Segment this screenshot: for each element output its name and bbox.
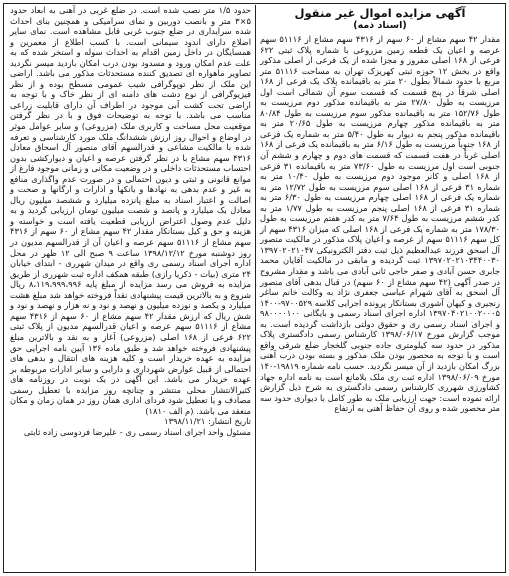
notice-heading bbox=[260, 6, 500, 32]
notice-columns bbox=[6, 5, 503, 571]
publish-date: تاریخ انتشار: ۱۳۹۸/۱۱/۲۱ bbox=[164, 416, 251, 427]
signature: مسئول واحد اجرای اسناد رسمی ری - علیرضا فردوسی زاده ثابتی bbox=[23, 426, 251, 437]
notice-title: آگهی مزایده اموال غیر منقول bbox=[294, 6, 466, 20]
left-column-body: حدود ۱/۵ متر نصب شده است. در ضلع غربی در آهنی به ابعاد حدود ۵×۳ متر و بانصب دوربین و نمای سرامیکی و همچنین بنای احداث شده سرایداری در ضلع جنوب غربی قابل مشاهده است. نمای سایر اضلاع دارای اندود سیمانی است. با کسب اطلاع از معمرین و همسایگان در داخل زمین اقدام به احداث سوله و استخر شده که به علت عدم امکان ورود و مسدود بودن درب امکان بازدید میسر نگردید تصاویر ماهواره ای تصدیق کننده مستحدثات مذکور می باشد. اراضی این ملک از نظر توپوگرافی شیب عمومی مسطح بوده و از نظر فیزیوگرافی از نوع دشت های دامنه ای از نظر خاک و با توجه به اراضی تحت کشت آبی موجود در اطراف آن دارای قابلیت زراعی مناسب می باشد. با توجه به توضیحات فوق و با در نظر گرفتن موقعیت محل مساحت و کاربری ملک (مزروعی) و سایر عوامل موثر در اوضاع و احوال روز ارزش ششدانگ ملک مورد کارشناسی و تعرفه شده با مالکیت مشاعی و قدرالسهم آقای منصور آل اسحاق معادل ۴۳۱۶ سهم مشاع با در نظر گرفتن عرصه و اعیان و دیوارکشی بدون احتساب مستحدثات داخلی و در وضعیت مکانی و زمانی موجود فارغ از موانع قانونی و ثبتی و دیون احتمالی و در صورت عدم واگذاری منافع به غیر و عدم بدهی به نهادها و بانکها و ادارات و ارگانها و صحت و اصالت و اعتبار اسناد به مبلغ پانزده میلیارد و ششصد میلیون ریال معادل یک میلیارد و پانصد و شصت میلیون تومان ارزیابی گردید و به دلیل عدم وصول اعتراض ارزیابی قطعیت یافته است و خواسته و هزینه و حق و کیل بستانکار مقدار ۴۲ سهم مشاع از ۶۰ سهم از ۴۳۱۶ سهم مشاع از ۵۱۱۱۶ سهم عرصه و اعیان آن از قدرالسهم مدیون در روز دوشنبه مورخ ۱۳۹۸/۱۲/۱۲ ساعت ۹ صبح الی ۱۲ ظهر در محل اداره اجرای اسناد رسمی ری واقع در میدان شهرری - ابتدای خیابان ۲۴ متری (بیات - ذکریا رازی) طبقه همکف اداره ثبت شهرری از طریق مزایده به فروش می رسد مزایده از مبلغ پایه ۸،۱۱۹،۹۹۹،۹۹۶ ریال شروع و به بالاترین قیمت پیشنهادی نقداً فروخته خواهد شد مبلغ هشت میلیارد و یکصد و نوزده میلیون و نهصد و نود و نه هزار و نهصد و نود و شش ریال که ارزش مقدار ۴۲ سهم مشاع از ۶۰ سهم از ۴۳۱۶ سهم مشاع از ۵۱۱۱۶ سهم عرصه و اعیان قدرالسهم مدیون از پلاک ثبتی ۶۲۲ فرعی از ۱۶۸ اصلی (مزروعی) آغاز و به نقد و بالاترین مبلغ پیشنهادی فروخته خواهد شد و طبق ماده ۱۳۶ آیین نامه اجرایی حق مزایده به عهده خریدار است و کلیه هزینه های انتقال و بدهی های احتمالی از قبیل عوارض شهرداری و دارایی و سایر ادارات مربوطه بر عهده خریدار می باشد. این آگهی در یک نوبت در روزنامه های کثیرالانتشار محلی منتشر و چنانچه روز مزایده با تعطیل رسمی مصادف و یا تعطیل شود فردای اداری همان روز در همان زمان و مکان منعقد می باشد. (م الف ۱۸۱۰) bbox=[10, 5, 252, 416]
left-column bbox=[7, 5, 255, 571]
notice-subtitle: (اسناد ذمه) bbox=[353, 20, 407, 31]
right-column-body: مقدار ۴۲ سهم مشاع از ۶۰ سهم از ۴۳۱۶ سهم مشاع از ۵۱۱۱۶ سهم عرصه و اعیان یک قطعه زمین مزروعی با شماره پلاک ثبتی ۶۲۲ فرعی از ۱۶۸ اصلی مفروز و مجزا شده از یک فرعی از اصلی مذکور واقع در بخش ۱۲ حوزه ثبتی کهریزک تهران به مساحت ۵۱۱۱۶ متر مربع با حدود شمالاً بطول ۲۰ متر به باقیمانده پلاک یک فرعی از ۱۶۸ اصلی شرقاً در پنج قسمت که قسمت سوم آن شمالی است اول مرزیست به طول ۲۷/۸۰ متر به باقیمانده مذکور دوم مرزیست به طول ۱۵۲/۷۶ متر به باقیمانده مذکور سوم مرزیست به طول ۸۰/۸۴ متر به باقیمانده مذکور چهارم مرزیست به طول ۲۰/۶۵ متر به باقیمانده مذکور پنجم به دیوار به طول ۵/۴۰ متر به شماره یک فرعی از ۱۶۸ جنوباً مرزیست به طول ۶/۱۶ متر به باقیمانده یک فرعی از ۱۶۸ اصلی غرباً در هفت قسمت که قسمت های دوم و چهارم و ششم آن جنوبی است اول مرزیست به طول ۷۳/۶۰ متر به باقیمانده ۳۱ فرعی از ۱۶۸ اصلی و کانر موجود دوم مرزیست به طول ۱۰/۴۰ متر به شماره ۳۱ فرعی از ۱۶۸ اصلی سوم مرزیست به طول ۱۲/۷۲ متر به شماره یک فرعی از ۱۶۸ اصلی چهارم مرزیست به طول ۶/۳۰ متر به شماره ۳۱ فرعی از ۱۶۸ اصلی پنجم مرزیست به طول ۱/۷۷ متر به کدر ششم مرزیست به طول ۷/۶۴ متر به کدر هفتم مرزیست به طول ۱۷۸/۳۰ متر به شماره یک فرعی از ۱۶۸ اصلی که میزان ۴۳۱۶ سهم از کل سهم ۵۱۱۱۶ سهم از عرصه و اعیان پلاک مذکور در مالکیت منصور آل اسحق فرزند عبدالعظیم ذیل ثبت دفتر الکترونیکی ۱۳۹۷۰۲۰۲۱۰۴۷ ۱۳۹۷۰۲۰۲۱۰۳۴۴۰۰۳۰ ثبت گردیده و مابقی در مالکیت آقایان محمد جابری حسن آبادی و صفر حاجی ثانی آبادی می باشد و مقدار مشروح در صدر آگهی (۴۲ سهم مشاع از ۶۰ سهم) در قبال بدهی آقای منصور آل اسحق به آقای شهرام عباسی جعفری نژاد به وکالت خانم ساغر زنجیری و کیهان آشوری بستانکار پرونده اجرایی کلاسه ۹۷۰۰۵۲۹-۱۴۰۰ ۱۳۹۷۰۴۰۲۱۰۰۲۰۰۰۵ اداره اجرای اسناد رسمی و بایگانی ۹۸۰۰۰۰۱۰۰ و اجرای اسناد رسمی ری و حقوق دولتی بازداشت گردیده است. به موجب گزارش مورخ ۱۳۹۸/۰۶/۱۷ کارشناس رسمی دادگستری پلاک مذکور در حدود سه کیلومتری جاده جنوبی گلخجار ضلع شرقی واقع است و با توجه به محصور بودن ملک مذکور و بسته بودن درب آهنی بزرگ امکان بازدید از آن میسر نگردید. حسب نامه شماره ۱۹۸۱۹-۱۴۰ مورخ ۱۳۹۸/۰۶/۰۹ اداره ثبت ری ملک بلامانع است به نامه اداره جهاد کشاورزی شهرری کارشناس رسمی دادگستری به شرح ذیل گزارش ارائه نموده است: جهت ارزیابی ملک به طور کامل با دیواری حدود سه متر محصور شده و روی آن حفاظ آهنی به ارتفاع bbox=[260, 34, 501, 414]
right-column bbox=[255, 5, 503, 571]
